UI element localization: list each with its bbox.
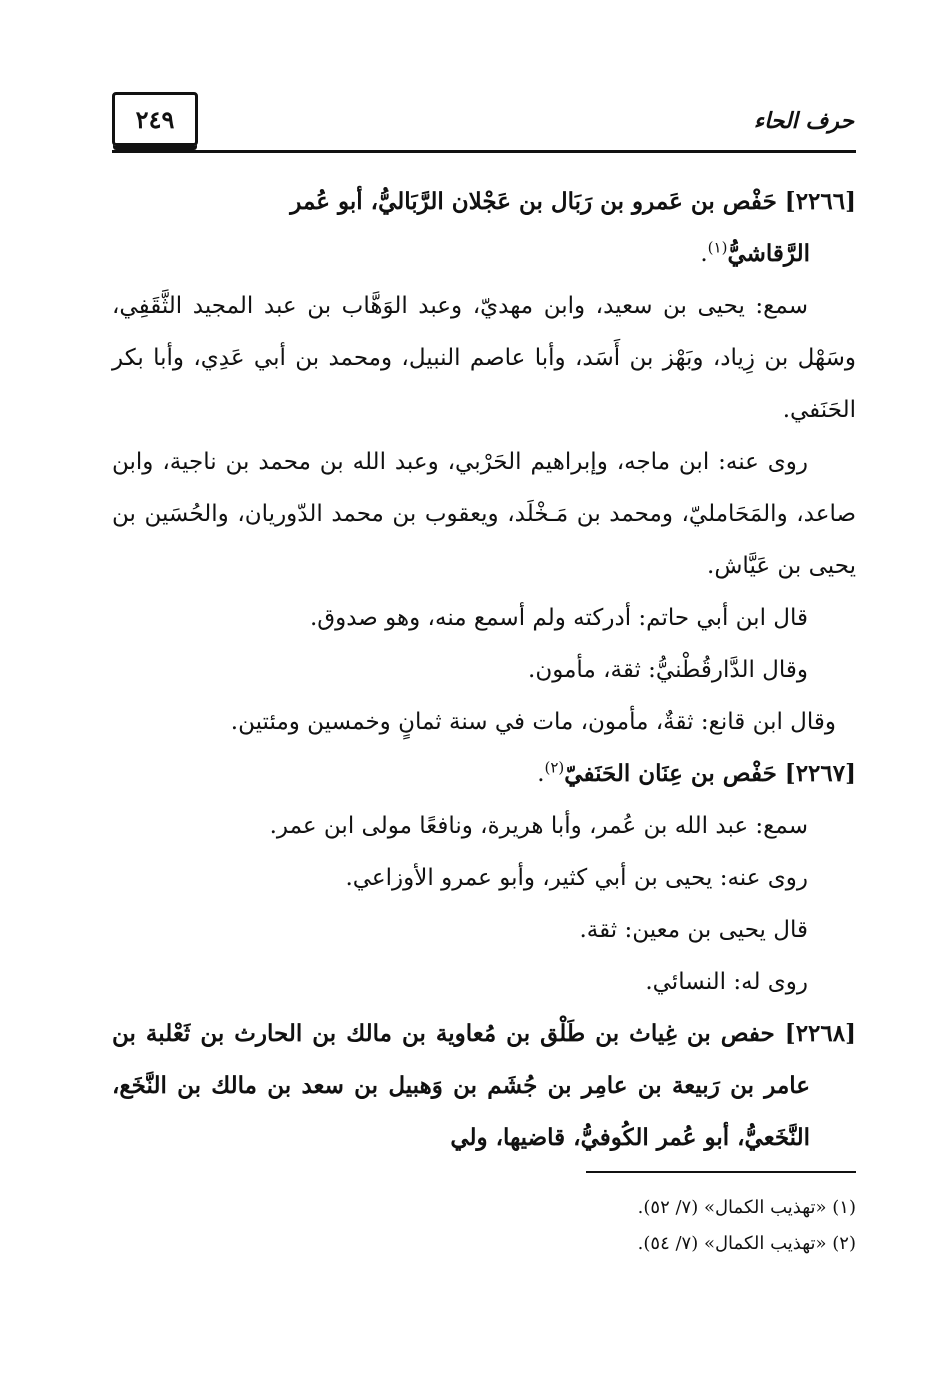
- entry-heading-line1: [٢٢٦٦] حَفْص بن عَمرو بن رَبَال بن عَجْلان الرَّبَاليُّ، أبو عُمر: [290, 188, 856, 215]
- main-text: [112, 176, 856, 1164]
- page-number-text: ٢٤٩: [135, 104, 175, 134]
- running-head: حرف الحاء: [753, 108, 854, 134]
- footnote-2: (٢) «تهذيب الكمال» (٧/ ٥٤).: [637, 1233, 856, 1254]
- entry-line: سمع: عبد الله بن عُمر، وأبا هريرة، ونافعًا مولى ابن عمر.: [269, 813, 808, 839]
- entry-line: قال يحيى بن معين: ثقة.: [579, 917, 808, 943]
- heading-end-punct: .: [700, 241, 708, 267]
- footnote-divider: [586, 1171, 856, 1173]
- footnote-ref-2[interactable]: (٢): [544, 758, 565, 777]
- entry-heading-2268: [٢٢٦٨] حفص بن غِياث بن طَلْق بن مُعاوية بن مالك بن الحارث بن ثَعْلبة بن عامر بن رَبيعة بن عامِر بن جُشَم بن وَهبيل بن سعد بن مالك بن النَّخَع، النَّخَعيُّ، أبو عُمر الكُوفيُّ، قاضيها، ولي: [112, 1020, 856, 1151]
- quote-line: قال ابن أبي حاتم: أدركته ولم أسمع منه، وهو صدوق.: [309, 605, 808, 631]
- entry-line: روى له: النسائي.: [645, 969, 808, 995]
- entry-heading-text: [٢٢٦٧] حَفْص بن عِنَان الحَنَفيّ: [564, 760, 856, 787]
- quote-line: وقال ابن قانع: ثقةٌ، مأمون، مات في سنة ثمانٍ وخمسين ومئتين.: [230, 709, 836, 735]
- header-divider: [112, 150, 856, 153]
- entry-heading-2266-cont: [112, 228, 856, 280]
- entry-heading-2266: [112, 176, 856, 228]
- entry-heading-line2: الرَّقاشيُّ: [727, 240, 810, 267]
- paragraph-heard-from: سمع: يحيى بن سعيد، وابن مهديّ، وعبد الوَهَّاب بن عبد المجيد الثَّقَفِي، وسَهْل بن زِياد، وبَهْز بن أَسَد، وأبا عاصم النبيل، ومحمد بن أبي عَدِي، وأبا بكر الحَنَفي.: [112, 293, 856, 423]
- page-number: [112, 92, 198, 146]
- footnotes: [112, 1190, 856, 1262]
- footnote-1: (١) «تهذيب الكمال» (٧/ ٥٢).: [637, 1197, 856, 1218]
- quote-line: وقال الدَّارقُطْنيُّ: ثقة، مأمون.: [528, 657, 808, 683]
- entry-heading-2267: [112, 748, 856, 800]
- entry-line: روى عنه: يحيى بن أبي كثير، وأبو عمرو الأوزاعي.: [345, 865, 808, 891]
- heading-end-punct: .: [537, 761, 545, 787]
- paragraph-narrated-by: روى عنه: ابن ماجه، وإبراهيم الحَرْبي، وعبد الله بن محمد بن ناجية، وابن صاعد، والمَحَامليّ، ومحمد بن مَـخْلَد، ويعقوب بن محمد الدّوريان، والحُسَين بن يحيى بن عَيَّاش.: [112, 449, 856, 579]
- footnote-ref-1[interactable]: (١): [707, 238, 728, 257]
